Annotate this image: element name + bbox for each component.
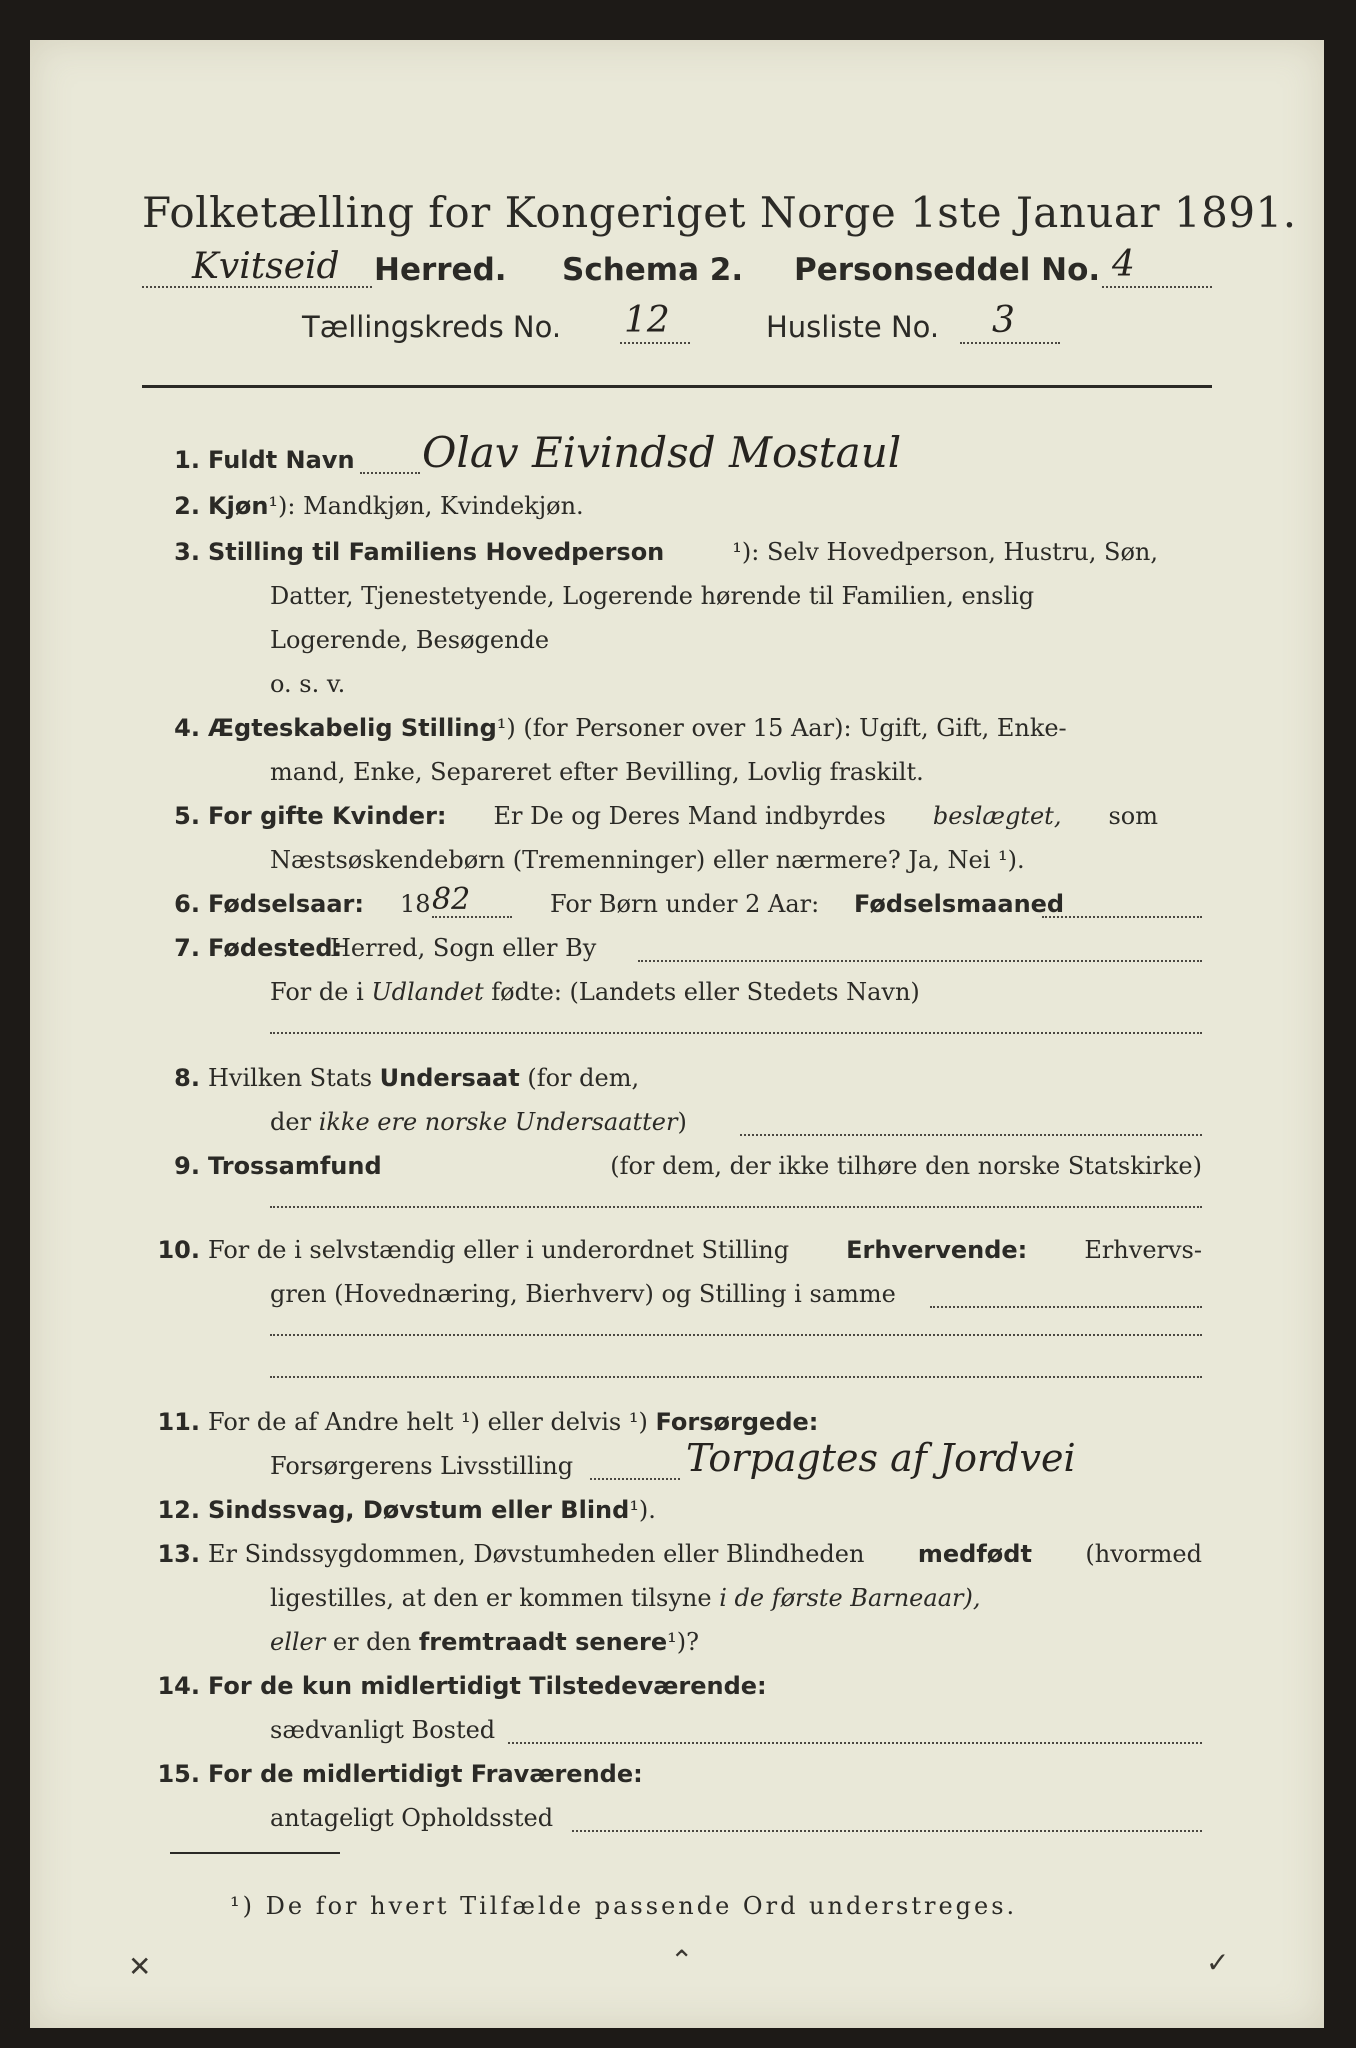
position-options-c: Logerende, Besøgende <box>270 626 550 654</box>
gender-line <box>208 492 584 520</box>
herred-value: Kvitseid <box>192 246 340 287</box>
item-14 <box>30 1672 1324 1716</box>
item-11-b <box>30 1436 1324 1496</box>
item-number: 2. <box>174 492 200 520</box>
item-10-d <box>30 1366 1324 1410</box>
item-5 <box>30 802 1324 846</box>
birth-month-label: Fødselsmaaned <box>854 890 1065 918</box>
item-7-b <box>30 978 1324 1022</box>
abroad-end: fødte: (Landets eller Stedets Navn) <box>491 978 920 1006</box>
item-9-b <box>30 1196 1324 1240</box>
kinship-options: Næstsøskendebørn (Tremenninger) eller nærmere? Ja, Nei ¹). <box>270 846 1025 874</box>
item-number: 9. <box>174 1152 200 1180</box>
form-title: Folketælling for Kongeriget Norge 1ste Januar 1891. <box>142 188 1297 237</box>
item-number: 4. <box>174 714 200 742</box>
item-3-d <box>30 670 1324 714</box>
herred-label: Herred. <box>374 252 507 288</box>
birth-year-prefix: 18 <box>400 890 431 918</box>
provided-question: For de af Andre helt ¹) eller delvis ¹) <box>208 1408 648 1436</box>
citizenship-prefix: der <box>270 1108 312 1136</box>
congenital-label: medfødt <box>917 1540 1032 1568</box>
provider-occupation-value: Torpagtes af Jordvei <box>686 1436 1076 1480</box>
citizenship-italic: ikke ere norske Undersaatter <box>318 1108 678 1136</box>
item-15-b <box>30 1804 1324 1848</box>
occupation-line-a <box>208 1236 1202 1264</box>
abroad-italic: Udlandet <box>371 978 484 1006</box>
item-9 <box>30 1152 1324 1196</box>
item-2 <box>30 492 1324 536</box>
item-3 <box>30 538 1324 582</box>
marital-options-a: ¹) (for Personer over 15 Aar): Ugift, Gift, Enke- <box>496 714 1067 742</box>
citizenship-question: Hvilken Stats <box>208 1064 373 1092</box>
item-5-b <box>30 846 1324 890</box>
corner-mark-icon: ✕ <box>128 1950 152 1983</box>
item-number: 1. <box>174 446 200 474</box>
later-label: fremtraadt senere <box>418 1628 668 1656</box>
header-line-1 <box>142 244 1212 302</box>
personseddel-label: Personseddel No. <box>794 252 1101 288</box>
item-number: 11. <box>157 1408 200 1436</box>
kinship-italic: beslægtet, <box>932 802 1062 830</box>
kinship-end: som <box>1108 802 1158 830</box>
religion-label: Trossamfund <box>208 1152 382 1180</box>
item-number: 14. <box>157 1672 200 1700</box>
kinship-question: Er De og Deres Mand indbyrdes <box>493 802 886 830</box>
personseddel-value: 4 <box>1112 244 1135 285</box>
congenital-line-b <box>270 1584 980 1612</box>
item-13 <box>30 1540 1324 1584</box>
position-options-a: ¹): Selv Hovedperson, Hustru, Søn, <box>732 538 1158 566</box>
item-13-c <box>30 1628 1324 1672</box>
occupation-question: For de i selvstændig eller i underordnet Stilling <box>208 1236 790 1264</box>
birth-year-value: 82 <box>432 882 471 917</box>
position-label: Stilling til Familiens Hovedperson <box>208 538 665 566</box>
kreds-value: 12 <box>624 300 670 341</box>
congenital-italic-b: i de første Barneaar), <box>719 1584 981 1612</box>
header-line-2 <box>142 300 1212 360</box>
husliste-label: Husliste No. <box>766 310 940 344</box>
birth-month-question: For Børn under 2 Aar: <box>550 890 820 918</box>
item-10-c <box>30 1324 1324 1368</box>
position-line-a <box>208 538 1158 566</box>
kreds-label: Tællingskreds No. <box>302 310 562 344</box>
item-8-b <box>30 1108 1324 1152</box>
disability-label: Sindssvag, Døvstum eller Blind <box>208 1496 630 1524</box>
item-number: 8. <box>174 1064 200 1092</box>
congenital-question-c: er den <box>332 1628 412 1656</box>
religion-question: (for dem, der ikke tilhøre den norske Statskirke) <box>610 1152 1202 1180</box>
item-3-b <box>30 582 1324 626</box>
married-women-label: For gifte Kvinder: <box>208 802 447 830</box>
item-number: 7. <box>174 934 200 962</box>
congenital-end: (hvormed <box>1085 1540 1202 1568</box>
item-number: 5. <box>174 802 200 830</box>
item-7-c <box>30 1022 1324 1066</box>
item-8 <box>30 1064 1324 1108</box>
probable-residence-label: antageligt Opholdssted <box>270 1804 554 1832</box>
religion-line <box>208 1152 1202 1180</box>
footnote: ¹) De for hvert Tilfælde passende Ord understreges. <box>230 1892 1018 1920</box>
abroad-line <box>270 978 920 1006</box>
marital-line-a <box>208 714 1067 742</box>
full-name-value: Olav Eivindsd Mostaul <box>422 428 902 477</box>
birthplace-label: Fødested: <box>208 934 343 962</box>
disability-end: ¹). <box>629 1496 656 1524</box>
congenital-question: Er Sindssygdommen, Døvstumheden eller Blindheden <box>208 1540 865 1568</box>
citizenship-line-a <box>208 1064 639 1092</box>
header-rule <box>142 385 1212 388</box>
abroad-prefix: For de i <box>270 978 364 1006</box>
corner-mark-icon: ✓ <box>1206 1946 1230 1979</box>
citizenship-end: (for dem, <box>527 1064 640 1092</box>
item-number: 15. <box>157 1760 200 1788</box>
birthplace-options: Herred, Sogn eller By <box>330 934 597 962</box>
position-options-d: o. s. v. <box>270 670 346 698</box>
congenital-line-a <box>208 1540 1202 1568</box>
birth-year-label: Fødselsaar: <box>208 890 364 918</box>
item-14-b <box>30 1716 1324 1760</box>
item-4 <box>30 714 1324 758</box>
gender-label: Kjøn <box>208 492 269 520</box>
item-12 <box>30 1496 1324 1540</box>
item-3-c <box>30 626 1324 670</box>
item-11 <box>30 1408 1324 1452</box>
temporary-present-label: For de kun midlertidigt Tilstedeværende: <box>208 1672 767 1700</box>
item-1 <box>30 428 1324 490</box>
census-form <box>30 40 1324 2028</box>
schema-label: Schema 2. <box>562 252 744 288</box>
occupation-label: Erhvervende: <box>846 1236 1028 1264</box>
congenital-question-b: ligestilles, at den er kommen tilsyne <box>270 1584 712 1612</box>
full-name-label: Fuldt Navn <box>208 446 355 474</box>
item-number: 13. <box>157 1540 200 1568</box>
occupation-end: Erhvervs- <box>1084 1236 1202 1264</box>
item-number: 6. <box>174 890 200 918</box>
position-options-b: Datter, Tjenestetyende, Logerende hørende til Familien, enslig <box>270 582 1035 610</box>
later-end: ¹)? <box>667 1628 700 1656</box>
marital-options-b: mand, Enke, Separeret efter Bevilling, Lovlig fraskilt. <box>270 758 924 786</box>
temporary-absent-label: For de midlertidigt Fraværende: <box>208 1760 643 1788</box>
kinship-line-a <box>208 802 1158 830</box>
provided-label: Forsørgede: <box>655 1408 819 1436</box>
item-10 <box>30 1236 1324 1280</box>
item-10-b <box>30 1280 1324 1324</box>
provided-line-a <box>208 1408 818 1436</box>
footnote-rule <box>170 1852 340 1854</box>
husliste-value: 3 <box>992 300 1015 341</box>
gender-options: ¹): Mandkjøn, Kvindekjøn. <box>268 492 584 520</box>
provider-occupation-label: Forsørgerens Livsstilling <box>270 1452 574 1480</box>
citizenship-label: Undersaat <box>379 1064 520 1092</box>
citizenship-line-b: der ikke ere norske Undersaatter) <box>270 1108 687 1136</box>
occupation-question-b: gren (Hovednæring, Bierhverv) og Stilling i samme <box>270 1280 896 1308</box>
congenital-italic-c: eller <box>270 1628 326 1656</box>
item-7 <box>30 934 1324 978</box>
item-4-b <box>30 758 1324 802</box>
item-number: 10. <box>157 1236 200 1264</box>
item-13-b <box>30 1584 1324 1628</box>
item-number: 3. <box>174 538 200 566</box>
disability-line <box>208 1496 656 1524</box>
corner-mark-icon: ⌃ <box>670 1944 694 1977</box>
usual-residence-label: sædvanligt Bosted <box>270 1716 496 1744</box>
congenital-line-c <box>270 1628 699 1656</box>
item-15 <box>30 1760 1324 1804</box>
item-6 <box>30 882 1324 934</box>
marital-label: Ægteskabelig Stilling <box>208 714 497 742</box>
item-number: 12. <box>157 1496 200 1524</box>
